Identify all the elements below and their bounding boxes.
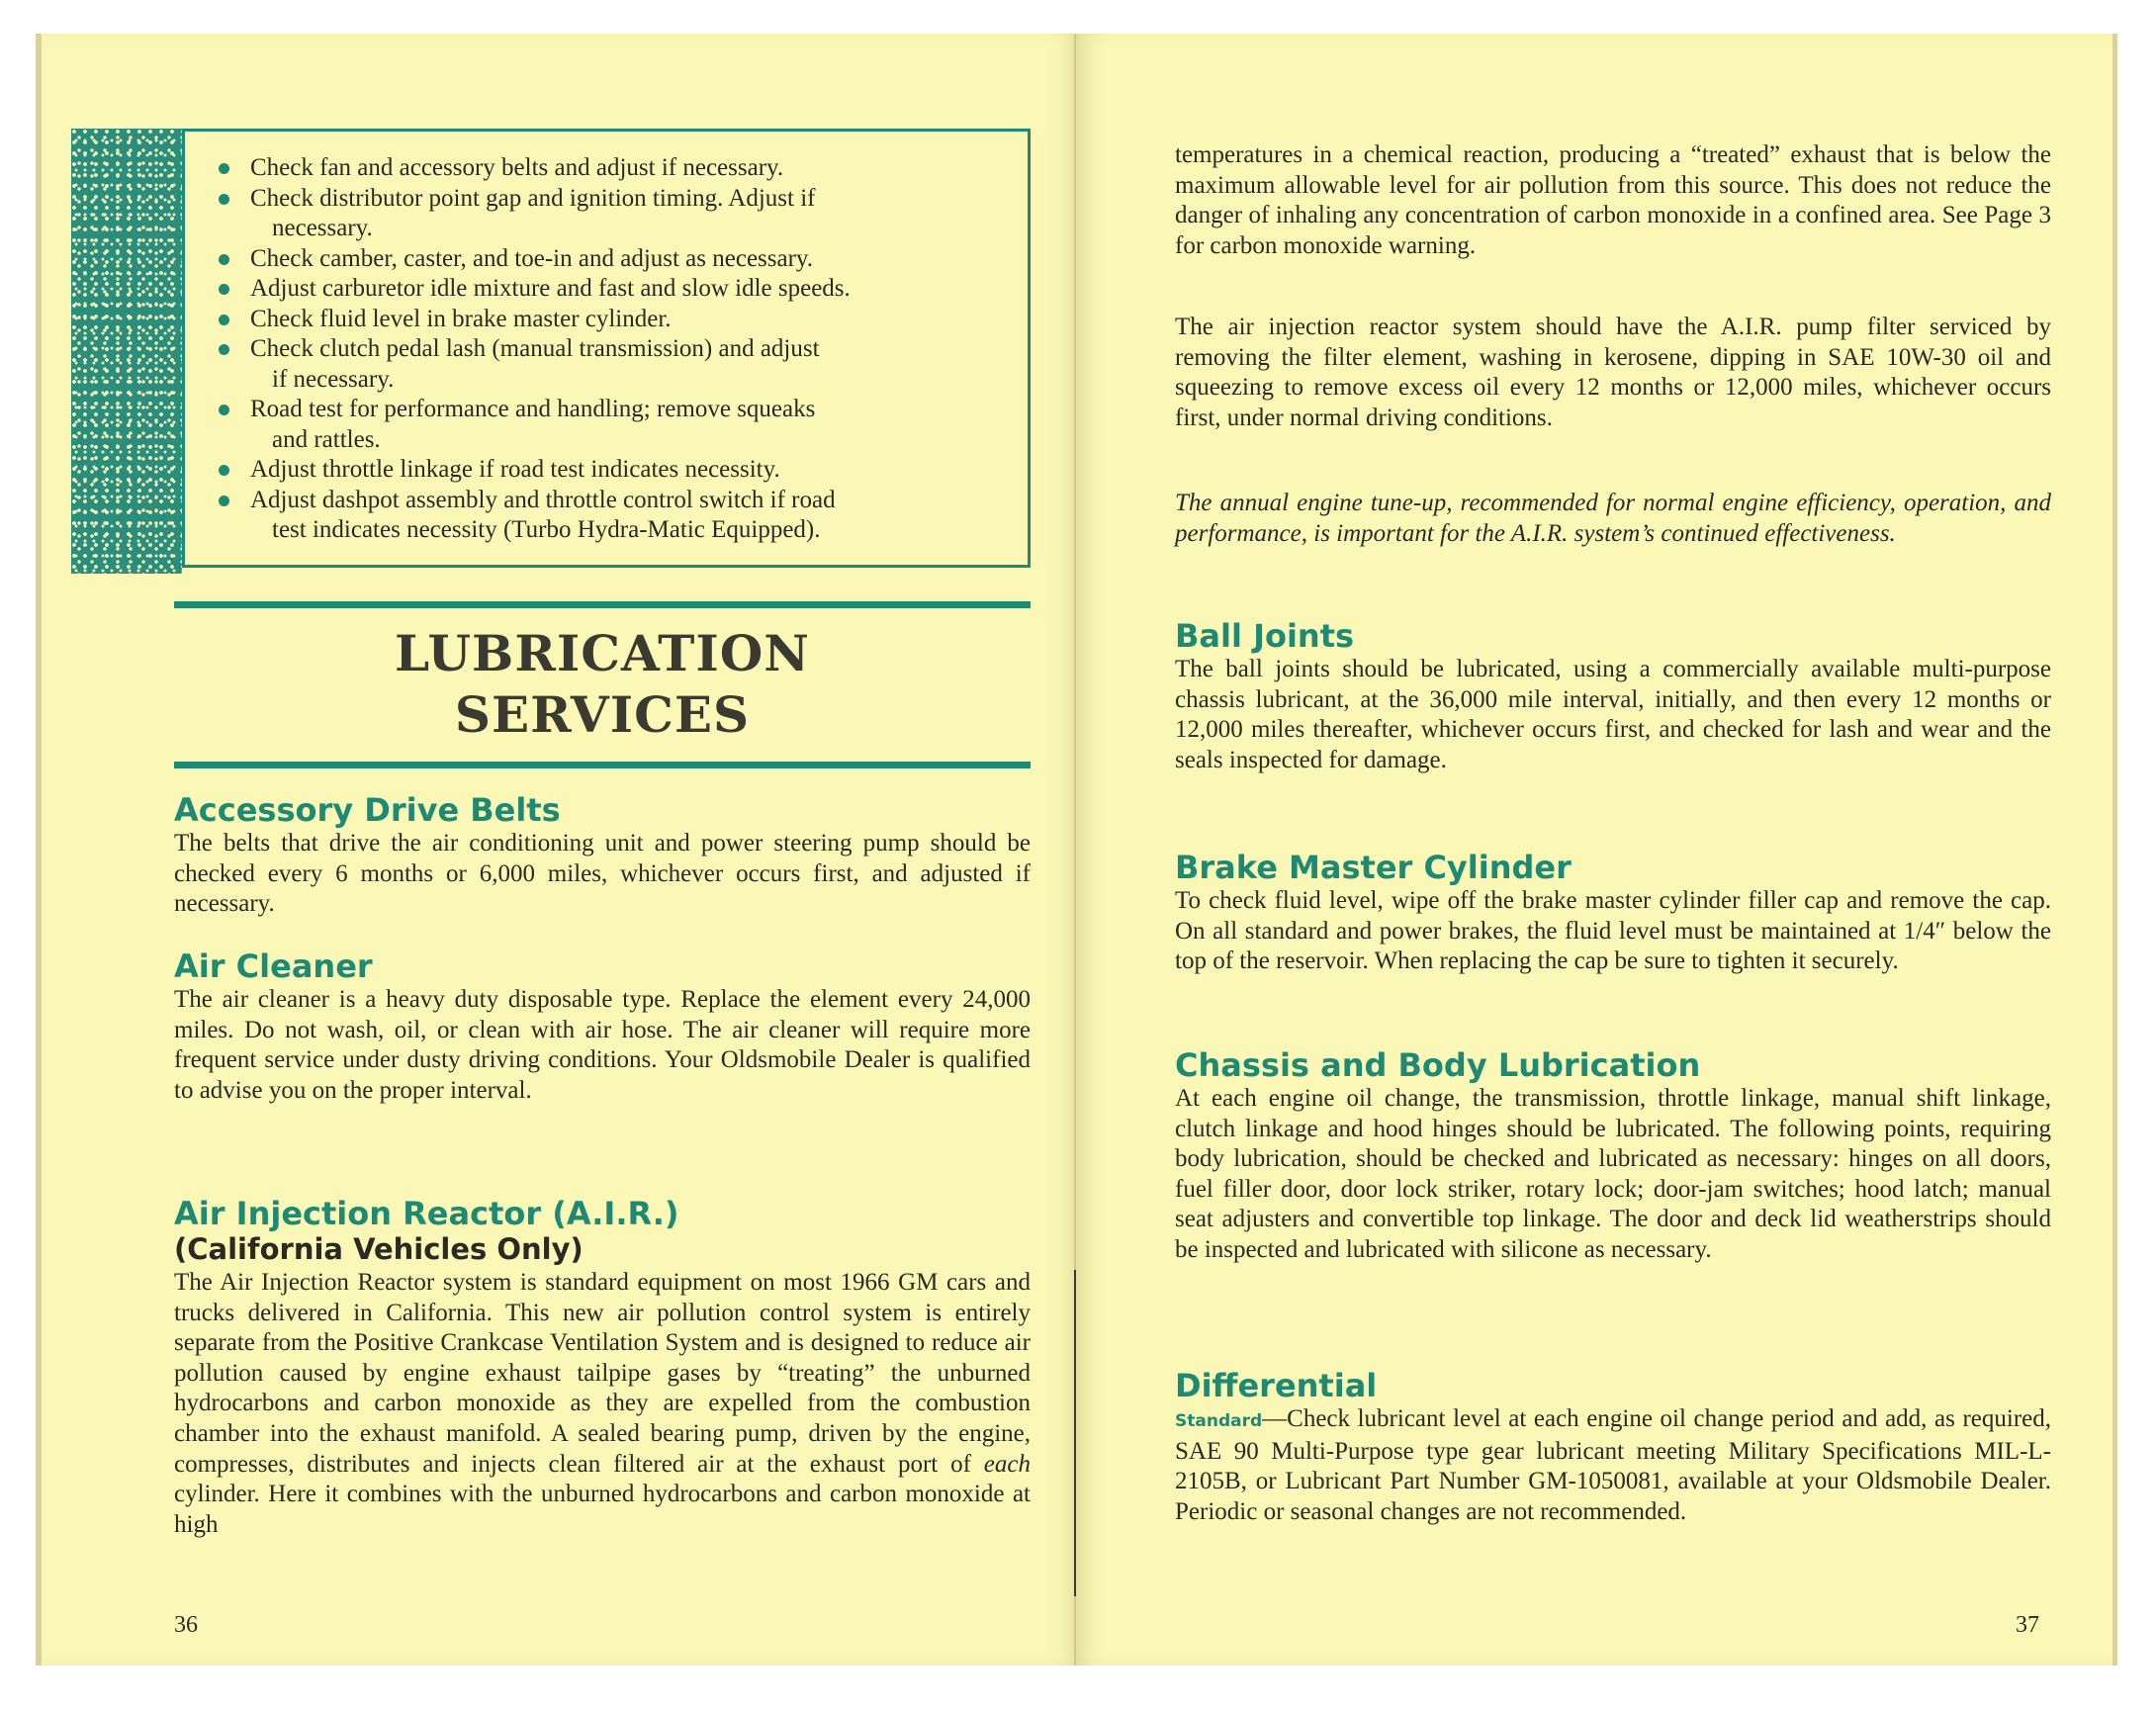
- ball-joints-text: The ball joints should be lubricated, using a commercially available multi-purpose chassis lubricant, at the 36,000 mile interval, initially, and then every 12 months or 12,000 miles thereafter, whichever occurs first, and checked for lash and wear and the seals inspected for damage.: [1175, 656, 2051, 773]
- air-injection-reactor-text: [174, 1268, 1031, 1540]
- differential-text: [1175, 1404, 2051, 1527]
- tuneup-note-text: The annual engine tune-up, recommended for normal engine efficiency, operation, and performance, is important for the A.I.R. system’s continued effectiveness.: [1175, 490, 2051, 547]
- ball-joints-section: [1175, 617, 2051, 775]
- checklist-item: [217, 334, 998, 395]
- checklist-item: [217, 244, 998, 275]
- checklist-item-text: Adjust throttle linkage if road test indicates necessity.: [250, 456, 780, 483]
- checklist-item-continuation: test indicates necessity (Turbo Hydra-Matic Equipped).: [272, 516, 821, 543]
- checklist-item: [217, 395, 998, 455]
- checklist-item-text: Road test for performance and handling; remove squeaks: [250, 396, 816, 422]
- air-continued-section: [1175, 140, 2051, 261]
- standard-label: Standard: [1175, 1411, 1263, 1431]
- air-pump-filter-text: The air injection reactor system should have the A.I.R. pump filter serviced by removing the filter element, washing in kerosene, dipping in SAE 10W-30 oil and squeezing to remove excess oil every 12 months or 12,000 miles, whichever occurs first, under normal driving conditions.: [1175, 314, 2051, 431]
- tuneup-checklist-box: [182, 129, 1031, 568]
- section-title-line2: SERVICES: [454, 685, 751, 744]
- accessory-drive-belts-section: [174, 791, 1031, 920]
- california-vehicles-subheading: (California Vehicles Only): [174, 1232, 584, 1266]
- checklist-item-text: Check fluid level in brake master cylinder.: [250, 305, 672, 332]
- chassis-body-lubrication-heading: Chassis and Body Lubrication: [1175, 1046, 1701, 1084]
- checklist-item-text: Check distributor point gap and ignition timing. Adjust if: [250, 184, 816, 212]
- checklist-item-continuation: necessary.: [272, 215, 373, 241]
- right-page: [1076, 34, 2117, 1666]
- left-page: [36, 34, 1080, 1666]
- page-number-left: 36: [174, 1612, 198, 1638]
- accessory-drive-belts-heading: Accessory Drive Belts: [174, 791, 561, 829]
- differential-heading: Differential: [1175, 1367, 1378, 1404]
- brake-master-cylinder-heading: Brake Master Cylinder: [1175, 849, 1572, 886]
- checklist-item-continuation: and rattles.: [272, 425, 381, 453]
- checklist-item-text: Check clutch pedal lash (manual transmission) and adjust: [250, 335, 820, 362]
- checklist-item-text: Adjust carburetor idle mixture and fast and slow idle speeds.: [250, 275, 851, 302]
- checklist-item-text: Check camber, caster, and toe-in and adjust as necessary.: [250, 244, 814, 272]
- checklist-item: [217, 305, 998, 335]
- air-pump-filter-section: [1175, 313, 2051, 433]
- chassis-body-lubrication-section: [1175, 1046, 2051, 1266]
- air-continued-text: temperatures in a chemical reaction, producing a “treated” exhaust that is below the maximum allowable level for air pollution from this source. This does not reduce the danger of inhaling any concentration of carbon monoxide in a confined area. See Page 3 for carbon monoxide warning.: [1175, 141, 2051, 259]
- differential-section: [1175, 1367, 2051, 1527]
- checklist-item-continuation: if necessary.: [272, 365, 395, 393]
- differential-body: —Check lubricant level at each engine oil change period and add, as required, SAE 90 Multi-Purpose type gear lubricant meeting Military Specifications MIL-L-2105B, or Lubricant Part Number GM-1050081, available at your Oldsmobile Dealer. Periodic or seasonal changes are not recommended.: [1175, 1405, 2051, 1525]
- accessory-drive-belts-text: The belts that drive the air conditioning unit and power steering pump should be checked every 6 months or 6,000 miles, whichever occurs first, and adjusted if necessary.: [174, 830, 1031, 918]
- decorative-pattern-strip: [71, 129, 182, 574]
- checklist-item: [217, 153, 998, 184]
- checklist-item: [217, 486, 998, 546]
- tuneup-note-section: [1175, 489, 2051, 549]
- page-number-right: 37: [2016, 1612, 2039, 1638]
- brake-master-cylinder-text: To check fluid level, wipe off the brake master cylinder filler cap and remove the cap. On all standard and power brakes, the fluid level must be maintained at 1/4″ below the top of the reservoir. When replacing the cap be sure to tighten it securely.: [1175, 887, 2051, 975]
- air-cleaner-text: The air cleaner is a heavy duty disposable type. Replace the element every 24,000 miles. Do not wash, oil, or clean with air hose. The air cleaner will require more frequent service under dusty driving conditions. Your Oldsmobile Dealer is qualified to advise you on the proper interval.: [174, 986, 1031, 1104]
- checklist-item-text: Check fan and accessory belts and adjust if necessary.: [250, 154, 784, 181]
- air-injection-reactor-heading: Air Injection Reactor (A.I.R.): [174, 1195, 679, 1232]
- checklist-item-text: Adjust dashpot assembly and throttle control switch if road: [250, 486, 836, 513]
- checklist-item: [217, 274, 998, 305]
- air-text-part-b: cylinder. Here it combines with the unburned hydrocarbons and carbon monoxide at high: [174, 1481, 1031, 1538]
- checklist-item: [217, 184, 998, 244]
- tuneup-checklist: [217, 153, 998, 546]
- air-injection-reactor-section: [174, 1195, 1031, 1540]
- ball-joints-heading: Ball Joints: [1175, 617, 1355, 655]
- brake-master-cylinder-section: [1175, 849, 2051, 977]
- checklist-item: [217, 455, 998, 486]
- section-title-line1: LUBRICATION: [395, 624, 810, 682]
- section-title: [174, 623, 1031, 746]
- title-rule-top: [174, 601, 1031, 608]
- air-text-emphasis: each: [983, 1450, 1031, 1478]
- air-cleaner-heading: Air Cleaner: [174, 947, 373, 985]
- chassis-body-lubrication-text: At each engine oil change, the transmission, throttle linkage, manual shift linkage, clutch linkage and hood hinges should be lubricated. The following points, requiring body lubrication, should be checked and lubricated as necessary: hinges on all doors, fuel filler door, door lock striker, rotary lock; door-jam switches; hood latch; manual seat adjusters and convertible top linkage. The door and deck lid weatherstrips should be inspected and lubricated with silicone as necessary.: [1175, 1085, 2051, 1263]
- booklet-spread: [36, 34, 2112, 1666]
- air-cleaner-section: [174, 947, 1031, 1106]
- title-rule-bottom: [174, 762, 1031, 768]
- air-text-part-a: The Air Injection Reactor system is standard equipment on most 1966 GM cars and trucks delivered in California. This new air pollution control system is entirely separate from the Positive Crankcase Ventilation System and is designed to reduce air pollution caused by engine exhaust tailpipe gases by “treating” the unburned hydrocarbons and carbon monoxide as they are expelled from the combustion chamber into the exhaust manifold. A sealed bearing pump, driven by the engine, compresses, distributes and injects clean filtered air at the exhaust port of: [174, 1269, 1031, 1478]
